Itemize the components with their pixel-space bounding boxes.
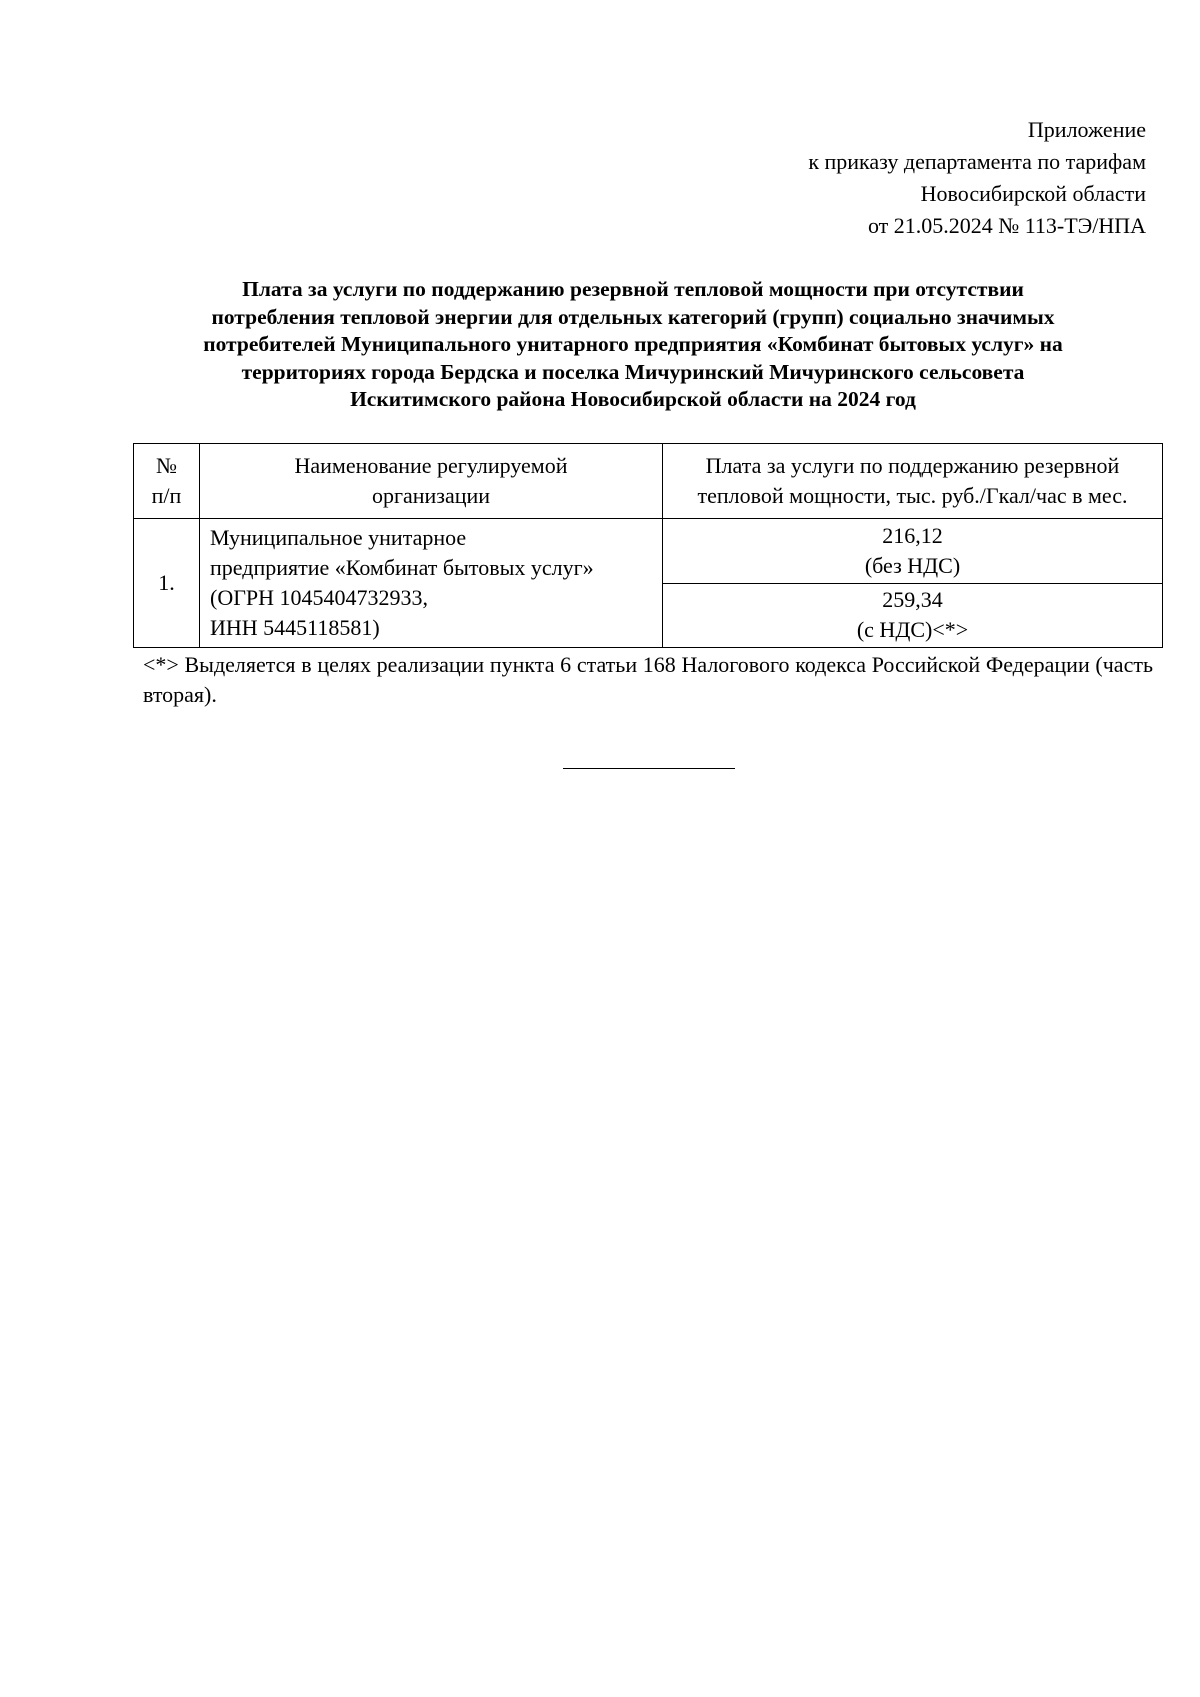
table-header-row xyxy=(134,444,1163,519)
footnote: <*> Выделяется в целях реализации пункта 6 статьи 168 Налогового кодекса Российской Федерации (часть вторая). xyxy=(143,652,1153,707)
fee-without-vat-cell xyxy=(663,519,1163,584)
row-organization-cell xyxy=(200,519,663,648)
fee-with-vat-value: 259,34 xyxy=(882,587,943,613)
title-line-4: территориях города Бердска и поселка Мичуринский Мичуринского сельсовета xyxy=(241,359,1025,384)
title-line-5: Искитимского района Новосибирской области на 2024 год xyxy=(350,387,916,411)
header-num-cell xyxy=(134,444,200,519)
closing-rule-line xyxy=(563,768,735,769)
title-line-3: потребителей Муниципального унитарного предприятия «Комбинат бытовых услуг» на xyxy=(203,332,1063,356)
header-name-line-1: Наименование регулируемой xyxy=(294,453,568,478)
appendix-line-4: от 21.05.2024 № 113-ТЭ/НПА xyxy=(867,213,1146,238)
fee-without-vat-value: 216,12 xyxy=(882,522,943,548)
fee-without-vat-note: (без НДС) xyxy=(864,552,961,578)
org-line-2: предприятие «Комбинат бытовых услуг» xyxy=(210,555,594,580)
fee-with-vat-note: (с НДС)<*> xyxy=(856,617,969,643)
title-line-1: Плата за услуги по поддержанию резервной тепловой мощности при отсутствии xyxy=(242,277,1024,301)
appendix-line-2: к приказу департамента по тарифам xyxy=(808,149,1146,174)
appendix-line-1: Приложение xyxy=(1027,117,1146,142)
tariff-table xyxy=(133,443,1163,648)
title-line-2: потребления тепловой энергии для отдельных категорий (групп) социально значимых xyxy=(211,304,1055,329)
org-line-3: (ОГРН 1045404732933, xyxy=(210,585,429,610)
header-num-line-2: п/п xyxy=(151,483,182,508)
appendix-line-3: Новосибирской области xyxy=(920,181,1146,206)
header-name-cell xyxy=(200,444,663,519)
org-line-1: Муниципальное унитарное xyxy=(210,525,467,550)
header-fee-line-2: тепловой мощности, тыс. руб./Гкал/час в мес. xyxy=(697,483,1128,508)
header-fee-cell xyxy=(663,444,1163,519)
document-title xyxy=(133,276,1133,414)
appendix-header xyxy=(808,114,1146,242)
header-fee-line-1: Плата за услуги по поддержанию резервной xyxy=(705,453,1120,478)
fee-with-vat-cell xyxy=(663,583,1163,648)
org-line-4: ИНН 5445118581) xyxy=(210,615,380,640)
header-num-line-1: № xyxy=(156,453,177,478)
row-num-cell: 1. xyxy=(134,519,200,648)
table-row xyxy=(134,519,1163,584)
header-name-line-2: организации xyxy=(371,483,491,508)
